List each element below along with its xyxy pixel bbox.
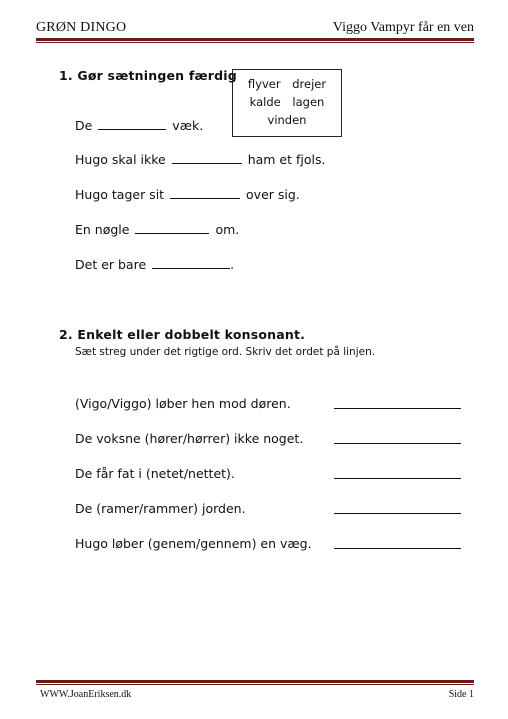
- word-box-item: flyver: [247, 77, 281, 91]
- sentence-after: over sig.: [246, 187, 300, 202]
- header-title-right: Viggo Vampyr får en ven: [332, 20, 474, 35]
- task2-sentence: De (ramer/rammer) jorden.: [75, 501, 246, 516]
- fill-in-blank[interactable]: [152, 257, 230, 269]
- sentence-before: En nøgle: [75, 222, 130, 237]
- task1-title: 1. Gør sætningen færdig: [59, 68, 237, 83]
- task2-title: 2. Enkelt eller dobbelt konsonant.: [59, 327, 306, 342]
- sentence-before: De: [75, 118, 93, 133]
- task1-sentence: [75, 222, 239, 237]
- task2-sentence: Hugo løber (genem/gennem) en væg.: [75, 536, 312, 551]
- answer-line[interactable]: [334, 478, 461, 479]
- header-title-left: GRØN DINGO: [36, 20, 127, 35]
- task2-instruction: Sæt streg under det rigtige ord. Skriv det ordet på linjen.: [75, 346, 376, 358]
- sentence-before: Det er bare: [75, 257, 147, 272]
- fill-in-blank[interactable]: [172, 152, 242, 164]
- header-rule: [36, 38, 474, 41]
- task1-sentence: [75, 257, 234, 272]
- footer-website: WWW.JoanEriksen.dk: [40, 689, 132, 700]
- word-box-item: drejer: [292, 77, 327, 91]
- answer-line[interactable]: [334, 443, 461, 444]
- sentence-before: Hugo tager sit: [75, 187, 165, 202]
- task1-sentence: [75, 187, 300, 202]
- word-box-item: vinden: [267, 113, 307, 127]
- sentence-after: .: [230, 257, 235, 272]
- task2-sentence: De voksne (hører/hørrer) ikke noget.: [75, 431, 304, 446]
- sentence-after: ham et fjols.: [247, 152, 326, 167]
- answer-line[interactable]: [334, 548, 461, 549]
- page-header: [36, 18, 474, 38]
- task2-sentence: (Vigo/Viggo) løber hen mod døren.: [75, 396, 291, 411]
- footer-page-number: Side 1: [448, 689, 474, 700]
- answer-line[interactable]: [334, 513, 461, 514]
- sentence-after: væk.: [172, 118, 204, 133]
- footer-rule-thin: [36, 684, 474, 685]
- task2-sentence: De får fat i (netet/nettet).: [75, 466, 235, 481]
- sentence-after: om.: [215, 222, 240, 237]
- header-rule-thin: [36, 42, 474, 43]
- sentence-before: Hugo skal ikke: [75, 152, 166, 167]
- task1-sentence: [75, 118, 203, 133]
- task1-sentence: [75, 152, 325, 167]
- fill-in-blank[interactable]: [98, 118, 166, 130]
- footer-rule: [36, 680, 474, 683]
- fill-in-blank[interactable]: [135, 222, 209, 234]
- word-box-item: kalde: [249, 95, 281, 109]
- fill-in-blank[interactable]: [170, 187, 240, 199]
- word-box: [232, 69, 342, 137]
- word-box-item: lagen: [292, 95, 325, 109]
- answer-line[interactable]: [334, 408, 461, 409]
